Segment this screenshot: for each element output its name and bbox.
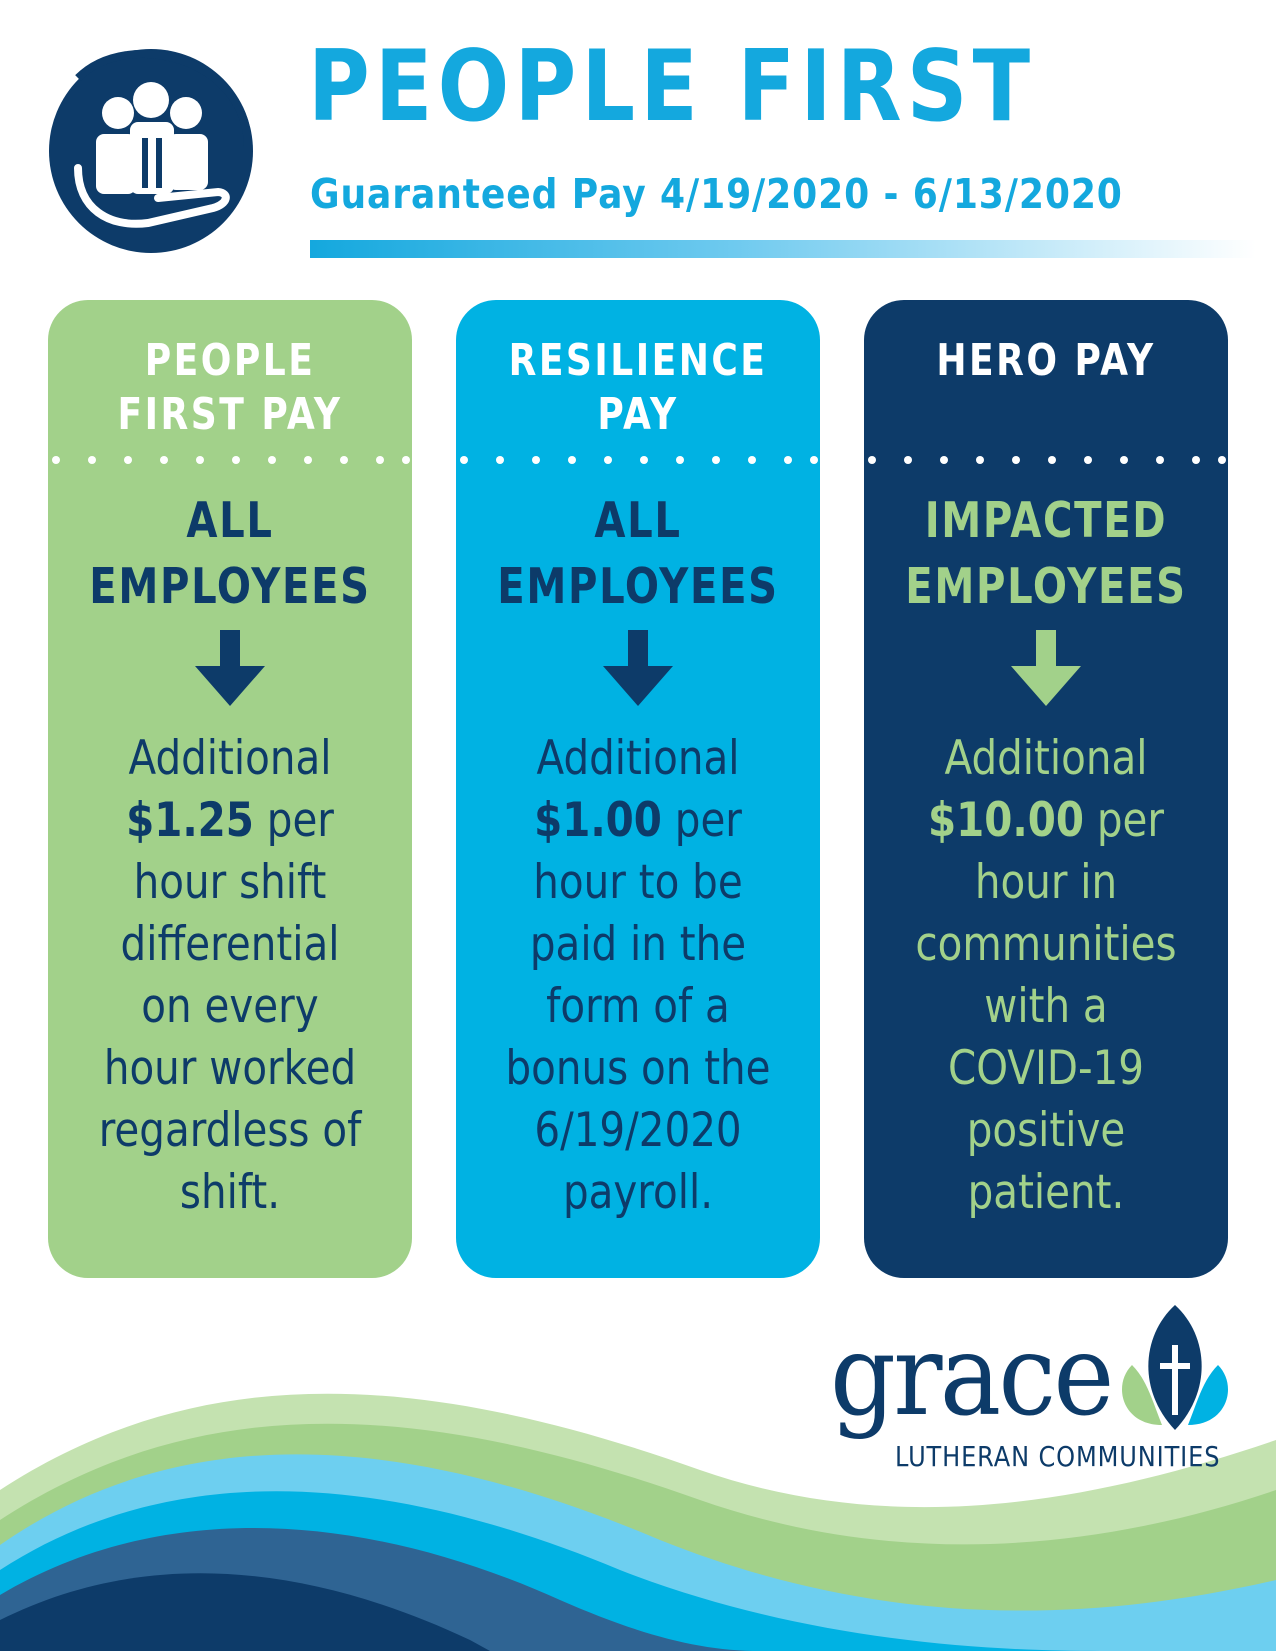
desc-line: bonus on the — [505, 1041, 771, 1096]
card-heading-line: HERO PAY — [936, 335, 1156, 386]
audience-line: EMPLOYEES — [905, 558, 1187, 615]
card-description — [889, 728, 1202, 1224]
card-description — [481, 728, 794, 1224]
desc-line: hour in — [974, 855, 1118, 910]
desc-line: differential — [120, 917, 340, 972]
desc-line: shift. — [179, 1165, 281, 1220]
desc-line: hour shift — [133, 855, 327, 910]
desc-line — [481, 790, 794, 852]
audience-line: IMPACTED — [924, 492, 1168, 549]
title-underline — [310, 240, 1256, 258]
people-first-pay-card — [48, 300, 412, 1278]
desc-line: 6/19/2020 — [534, 1103, 742, 1158]
desc-line: patient. — [967, 1165, 1125, 1220]
desc-text: per — [253, 793, 334, 848]
audience-line: ALL — [594, 492, 682, 549]
dotted-divider — [48, 455, 412, 465]
card-audience — [81, 488, 379, 620]
dotted-divider — [456, 455, 820, 465]
card-heading-line: PEOPLE — [144, 335, 316, 386]
page-subtitle: Guaranteed Pay 4/19/2020 - 6/13/2020 — [310, 170, 1123, 218]
desc-line: payroll. — [562, 1165, 714, 1220]
desc-line: Additional — [536, 731, 740, 786]
desc-line: positive — [966, 1103, 1126, 1158]
audience-line: EMPLOYEES — [89, 558, 371, 615]
desc-line: hour worked — [103, 1041, 357, 1096]
page-title: PEOPLE FIRST — [308, 30, 1036, 144]
audience-line: ALL — [186, 492, 274, 549]
desc-line: regardless of — [98, 1103, 362, 1158]
pay-amount: $1.00 — [534, 793, 662, 848]
card-heading-line: PAY — [597, 389, 679, 440]
desc-text: per — [1083, 793, 1164, 848]
card-audience — [489, 488, 787, 620]
desc-line: Additional — [128, 731, 332, 786]
down-arrow-icon — [603, 630, 673, 706]
dotted-divider — [864, 455, 1228, 465]
brand-subtitle: LUTHERAN COMMUNITIES — [895, 1440, 1221, 1473]
card-heading — [897, 334, 1195, 388]
card-audience — [897, 488, 1195, 620]
down-arrow-icon — [195, 630, 265, 706]
desc-line: with a — [984, 979, 1108, 1034]
desc-line: Additional — [944, 731, 1148, 786]
brand-wordmark: grace — [830, 1311, 1112, 1441]
desc-line: paid in the — [529, 917, 747, 972]
resilience-pay-card — [456, 300, 820, 1278]
hero-pay-card — [864, 300, 1228, 1278]
card-description — [73, 728, 386, 1224]
card-heading-line: FIRST PAY — [117, 389, 343, 440]
desc-line: communities — [915, 917, 1177, 972]
audience-line: EMPLOYEES — [497, 558, 779, 615]
leaf-cross-icon — [1112, 1305, 1238, 1445]
card-heading-line: RESILIENCE — [508, 335, 768, 386]
desc-line: hour to be — [533, 855, 743, 910]
desc-line: form of a — [546, 979, 730, 1034]
desc-line — [889, 790, 1202, 852]
card-heading — [489, 334, 787, 442]
pay-amount: $1.25 — [126, 793, 254, 848]
down-arrow-icon — [1011, 630, 1081, 706]
desc-line — [73, 790, 386, 852]
desc-line: COVID-19 — [947, 1041, 1145, 1096]
desc-text: per — [661, 793, 742, 848]
card-heading — [81, 334, 379, 442]
people-first-logo-icon — [38, 38, 264, 264]
desc-line: on every — [141, 979, 319, 1034]
pay-amount: $10.00 — [928, 793, 1084, 848]
